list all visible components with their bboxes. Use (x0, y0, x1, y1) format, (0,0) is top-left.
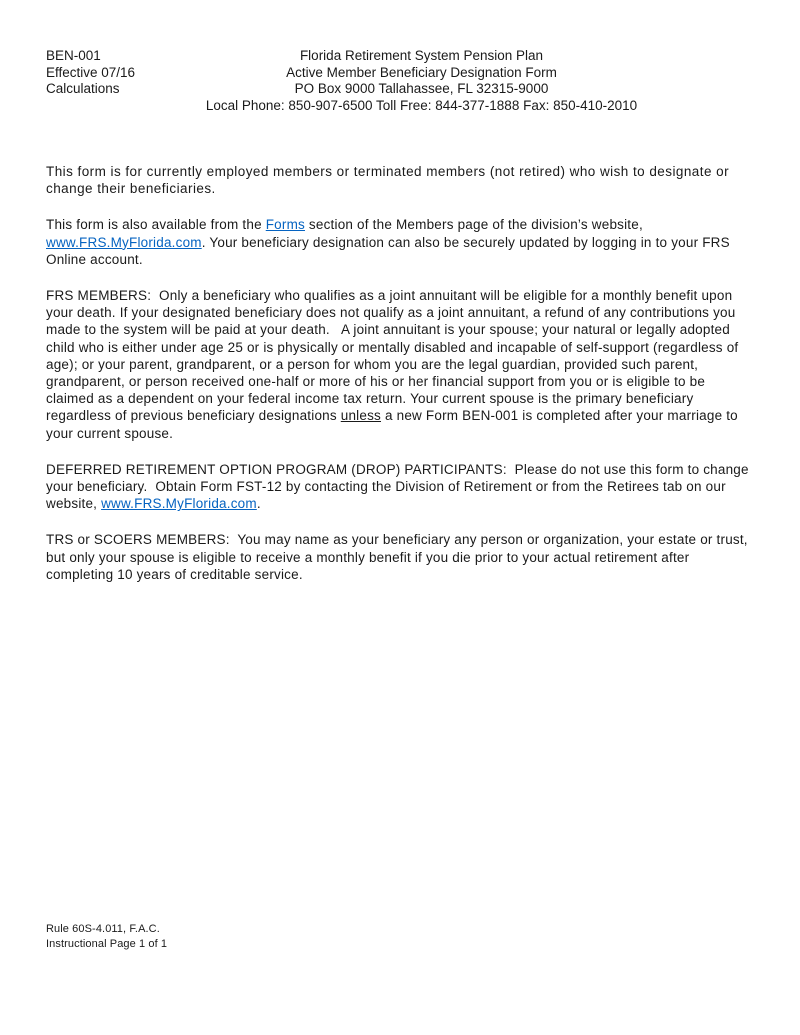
paragraph-availability (46, 216, 755, 268)
paragraph-trs-scoers (46, 531, 755, 583)
page-indicator: Instructional Page 1 of 1 (46, 938, 168, 950)
frs-website-link[interactable]: www.FRS.MyFlorida.com (46, 234, 202, 250)
phone-line: Local Phone: 850-907-6500 Toll Free: 844-377-1888 Fax: 850-410-2010 (205, 97, 638, 113)
underlined-text: unless (340, 408, 381, 424)
text-run: This form is also available from the (46, 217, 266, 233)
address-line: PO Box 9000 Tallahassee, FL 32315-9000 (294, 81, 549, 96)
document-header (46, 48, 755, 114)
text-run: This form is for currently employed members or terminated members (not retired) who wish to designate or change their beneficiaries. (46, 164, 734, 197)
frs-website-link-2[interactable]: www.FRS.MyFlorida.com (101, 496, 257, 512)
form-effective-date: Effective 07/16 (46, 64, 136, 80)
rule-reference: Rule 60S-4.011, F.A.C. (46, 923, 160, 935)
text-run: FRS MEMBERS: Only a beneficiary who qualifies as a joint annuitant will be eligible for a monthly benefit upon your death. If your designated beneficiary does not qualify as a joint annuitant, a refund of any contributions you made to the system will be paid at your death. A joint annuitant is your spouse; your natural or legally adopted child who is either under age 25 or is physically or mentally disabled and incapable of self-support (regardless of age); or your parent, grandparent, or a person for whom you are the legal guardian, provided such parent, grandparent, or person received one-half or more of his or her financial support from you or is eligible to be claimed as a dependent on your federal income tax return. Your current spouse is the primary beneficiary regardless of previous beneficiary designations (46, 288, 743, 424)
form-number: BEN-001 (46, 48, 101, 63)
document-body (46, 163, 755, 583)
text-run: TRS or SCOERS MEMBERS: You may name as your beneficiary any person or organization, your estate or trust, but only your spouse is eligible to receive a monthly benefit if you die prior to your actual retirement after completing 10 years of creditable service. (46, 532, 752, 582)
form-title-block (46, 48, 755, 114)
plan-title: Florida Retirement System Pension Plan (299, 48, 544, 63)
paragraph-drop-participants (46, 461, 755, 513)
form-meta-block (46, 48, 135, 98)
document-footer (46, 922, 167, 952)
form-category: Calculations (46, 81, 120, 96)
text-run: . (256, 496, 261, 512)
text-run: a new Form BEN-001 is completed after your marriage to your current spouse. (46, 408, 742, 441)
form-title: Active Member Beneficiary Designation Form (286, 64, 557, 80)
text-run: DEFERRED RETIREMENT OPTION PROGRAM (DROP) PARTICIPANTS: Please do not use this form to change your beneficiary. Obtain Form FST-12 by contacting the Division of Retirement or from the Retirees tab on our website, (46, 461, 753, 512)
paragraph-frs-members (46, 287, 755, 442)
text-run: section of the Members page of the division’s website, (304, 217, 647, 233)
forms-link[interactable]: Forms (265, 217, 305, 233)
paragraph-intro (46, 163, 755, 197)
text-run: . Your beneficiary designation can also be securely updated by logging in to your FRS Online account. (46, 234, 734, 267)
